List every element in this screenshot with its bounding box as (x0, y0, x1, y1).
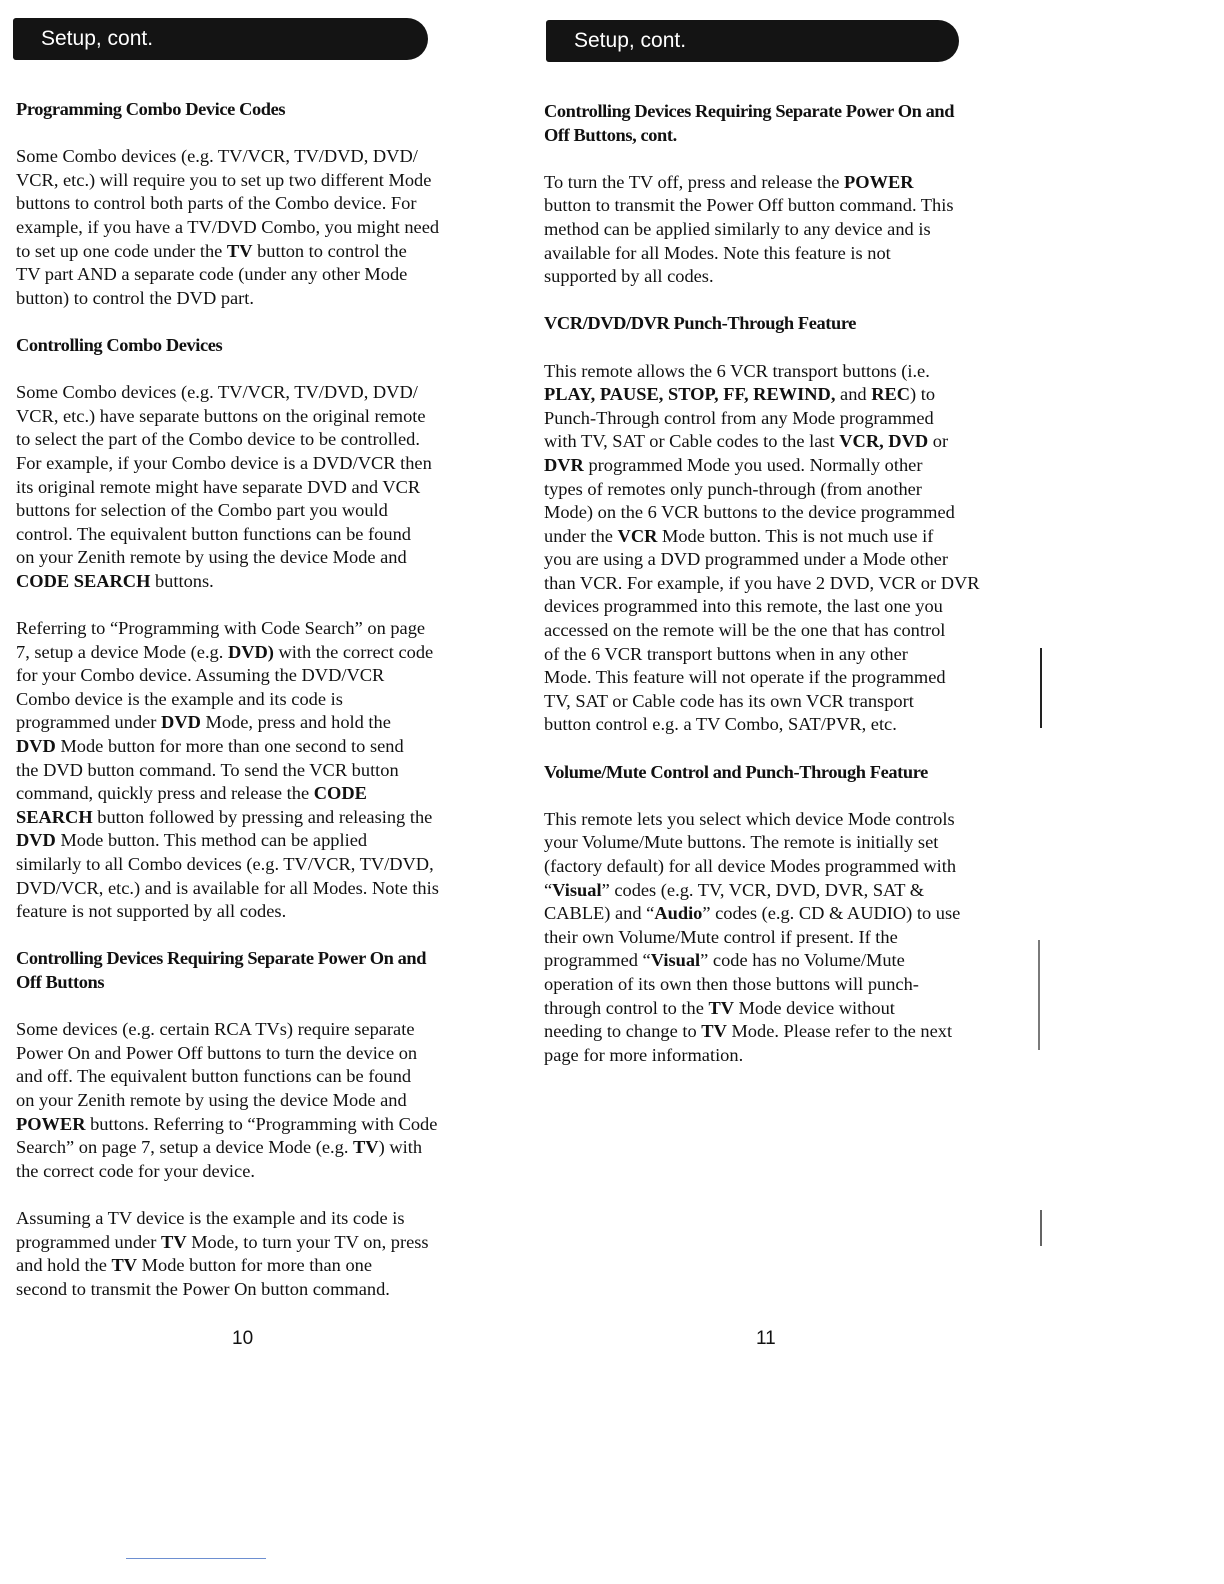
paragraph: Referring to “Programming with Code Search” on page 7, setup a device Mode (e.g. DVD) with the correct code for your Combo device. Assuming the DVD/VCR Combo device is the example and its code is programmed under DVD Mode, press and hold the DVD Mode button for more than one second to send the DVD button command. To send the VCR button command, quickly press and release the CODE SEARCH button followed by pressing and releasing the DVD Mode button. This method can be applied similarly to all Combo devices (e.g. TV/VCR, TV/DVD, DVD/VCR, etc.) and is available for all Modes. Note this feature is not supported by all codes. (16, 618, 439, 922)
scan-mark (1040, 648, 1042, 728)
section-heading: Controlling Devices Requiring Separate Power On and Off Buttons, cont. (544, 101, 955, 145)
paragraph: This remote lets you select which device Mode controls your Volume/Mute buttons. The remote is initially set (factory default) for all device Modes programmed with “Visual” codes (e.g. TV, VCR, DVD, DVR, SAT & CABLE) and “Audio” codes (e.g. CD & AUDIO) to use their own Volume/Mute control if present. If the programmed “Visual” code has no Volume/Mute operation of its own then those buttons will punch- through control to the TV Mode device without needing to change to TV Mode. Please refer to the next page for more information. (544, 808, 961, 1065)
section-heading: Controlling Devices Requiring Separate Power On and Off Buttons (16, 948, 427, 992)
paragraph: To turn the TV off, press and release the POWER button to transmit the Power Off button command. This method can be applied similarly to any device and is available for all Modes. Note this feature is not supported by all codes. (544, 171, 954, 287)
paragraph: Some Combo devices (e.g. TV/VCR, TV/DVD, DVD/ VCR, etc.) have separate buttons on the original remote to select the part of the Combo device to be controlled. For example, if your Combo device is a DVD/VCR then its original remote might have separate DVD and VCR buttons for selection of the Combo part you would control. The equivalent button functions can be found on your Zenith remote by using the device Mode and CODE SEARCH buttons. (16, 382, 432, 591)
scan-mark (1040, 1210, 1042, 1246)
section-heading: Programming Combo Device Codes (16, 99, 286, 119)
right-column (544, 100, 1004, 1091)
paragraph: Assuming a TV device is the example and its code is programmed under TV Mode, to turn your TV on, press and hold the TV Mode button for more than one second to transmit the Power On button command. (16, 1207, 429, 1299)
page-number-left: 10 (232, 1328, 254, 1349)
section-heading: Volume/Mute Control and Punch-Through Feature (544, 761, 928, 782)
footer-rule (126, 1558, 266, 1559)
paragraph: Some devices (e.g. certain RCA TVs) require separate Power On and Power Off buttons to turn the device on and off. The equivalent button functions can be found on your Zenith remote by using the device Mode and POWER buttons. Referring to “Programming with Code Search” on page 7, setup a device Mode (e.g. TV) with the correct code for your device. (16, 1019, 438, 1181)
header-banner-right: Setup, cont. (546, 20, 959, 62)
header-banner-left: Setup, cont. (13, 18, 428, 60)
section-heading: VCR/DVD/DVR Punch-Through Feature (544, 313, 857, 334)
paragraph: Some Combo devices (e.g. TV/VCR, TV/DVD, DVD/ VCR, etc.) will require you to set up two different Mode buttons to control both parts of the Combo device. For example, if you have a TV/DVD Combo, you might need to set up one code under the TV button to control the TV part AND a separate code (under any other Mode button) to control the DVD part. (16, 146, 440, 308)
paragraph: This remote allows the 6 VCR transport buttons (i.e. PLAY, PAUSE, STOP, FF, REWIND, and REC) to Punch-Through control from any Mode programmed with TV, SAT or Cable codes to the last VCR, DVD or DVR programmed Mode you used. Normally other types of remotes only punch-through (from another Mode) on the 6 VCR buttons to the device programmed under the VCR Mode button. This is not much use if you are using a DVD programmed under a Mode other than VCR. For example, if you have 2 DVD, VCR or DVR devices programmed into this remote, the last one you accessed on the remote will be the one that has control of the 6 VCR transport buttons when in any other Mode. This feature will not operate if the programmed TV, SAT or Cable code has its own VCR transport button control e.g. a TV Combo, SAT/PVR, etc. (544, 360, 980, 735)
section-heading: Controlling Combo Devices (16, 334, 223, 355)
scan-mark (1038, 940, 1040, 1050)
page-number-right: 11 (756, 1328, 776, 1349)
left-column (16, 98, 476, 1325)
